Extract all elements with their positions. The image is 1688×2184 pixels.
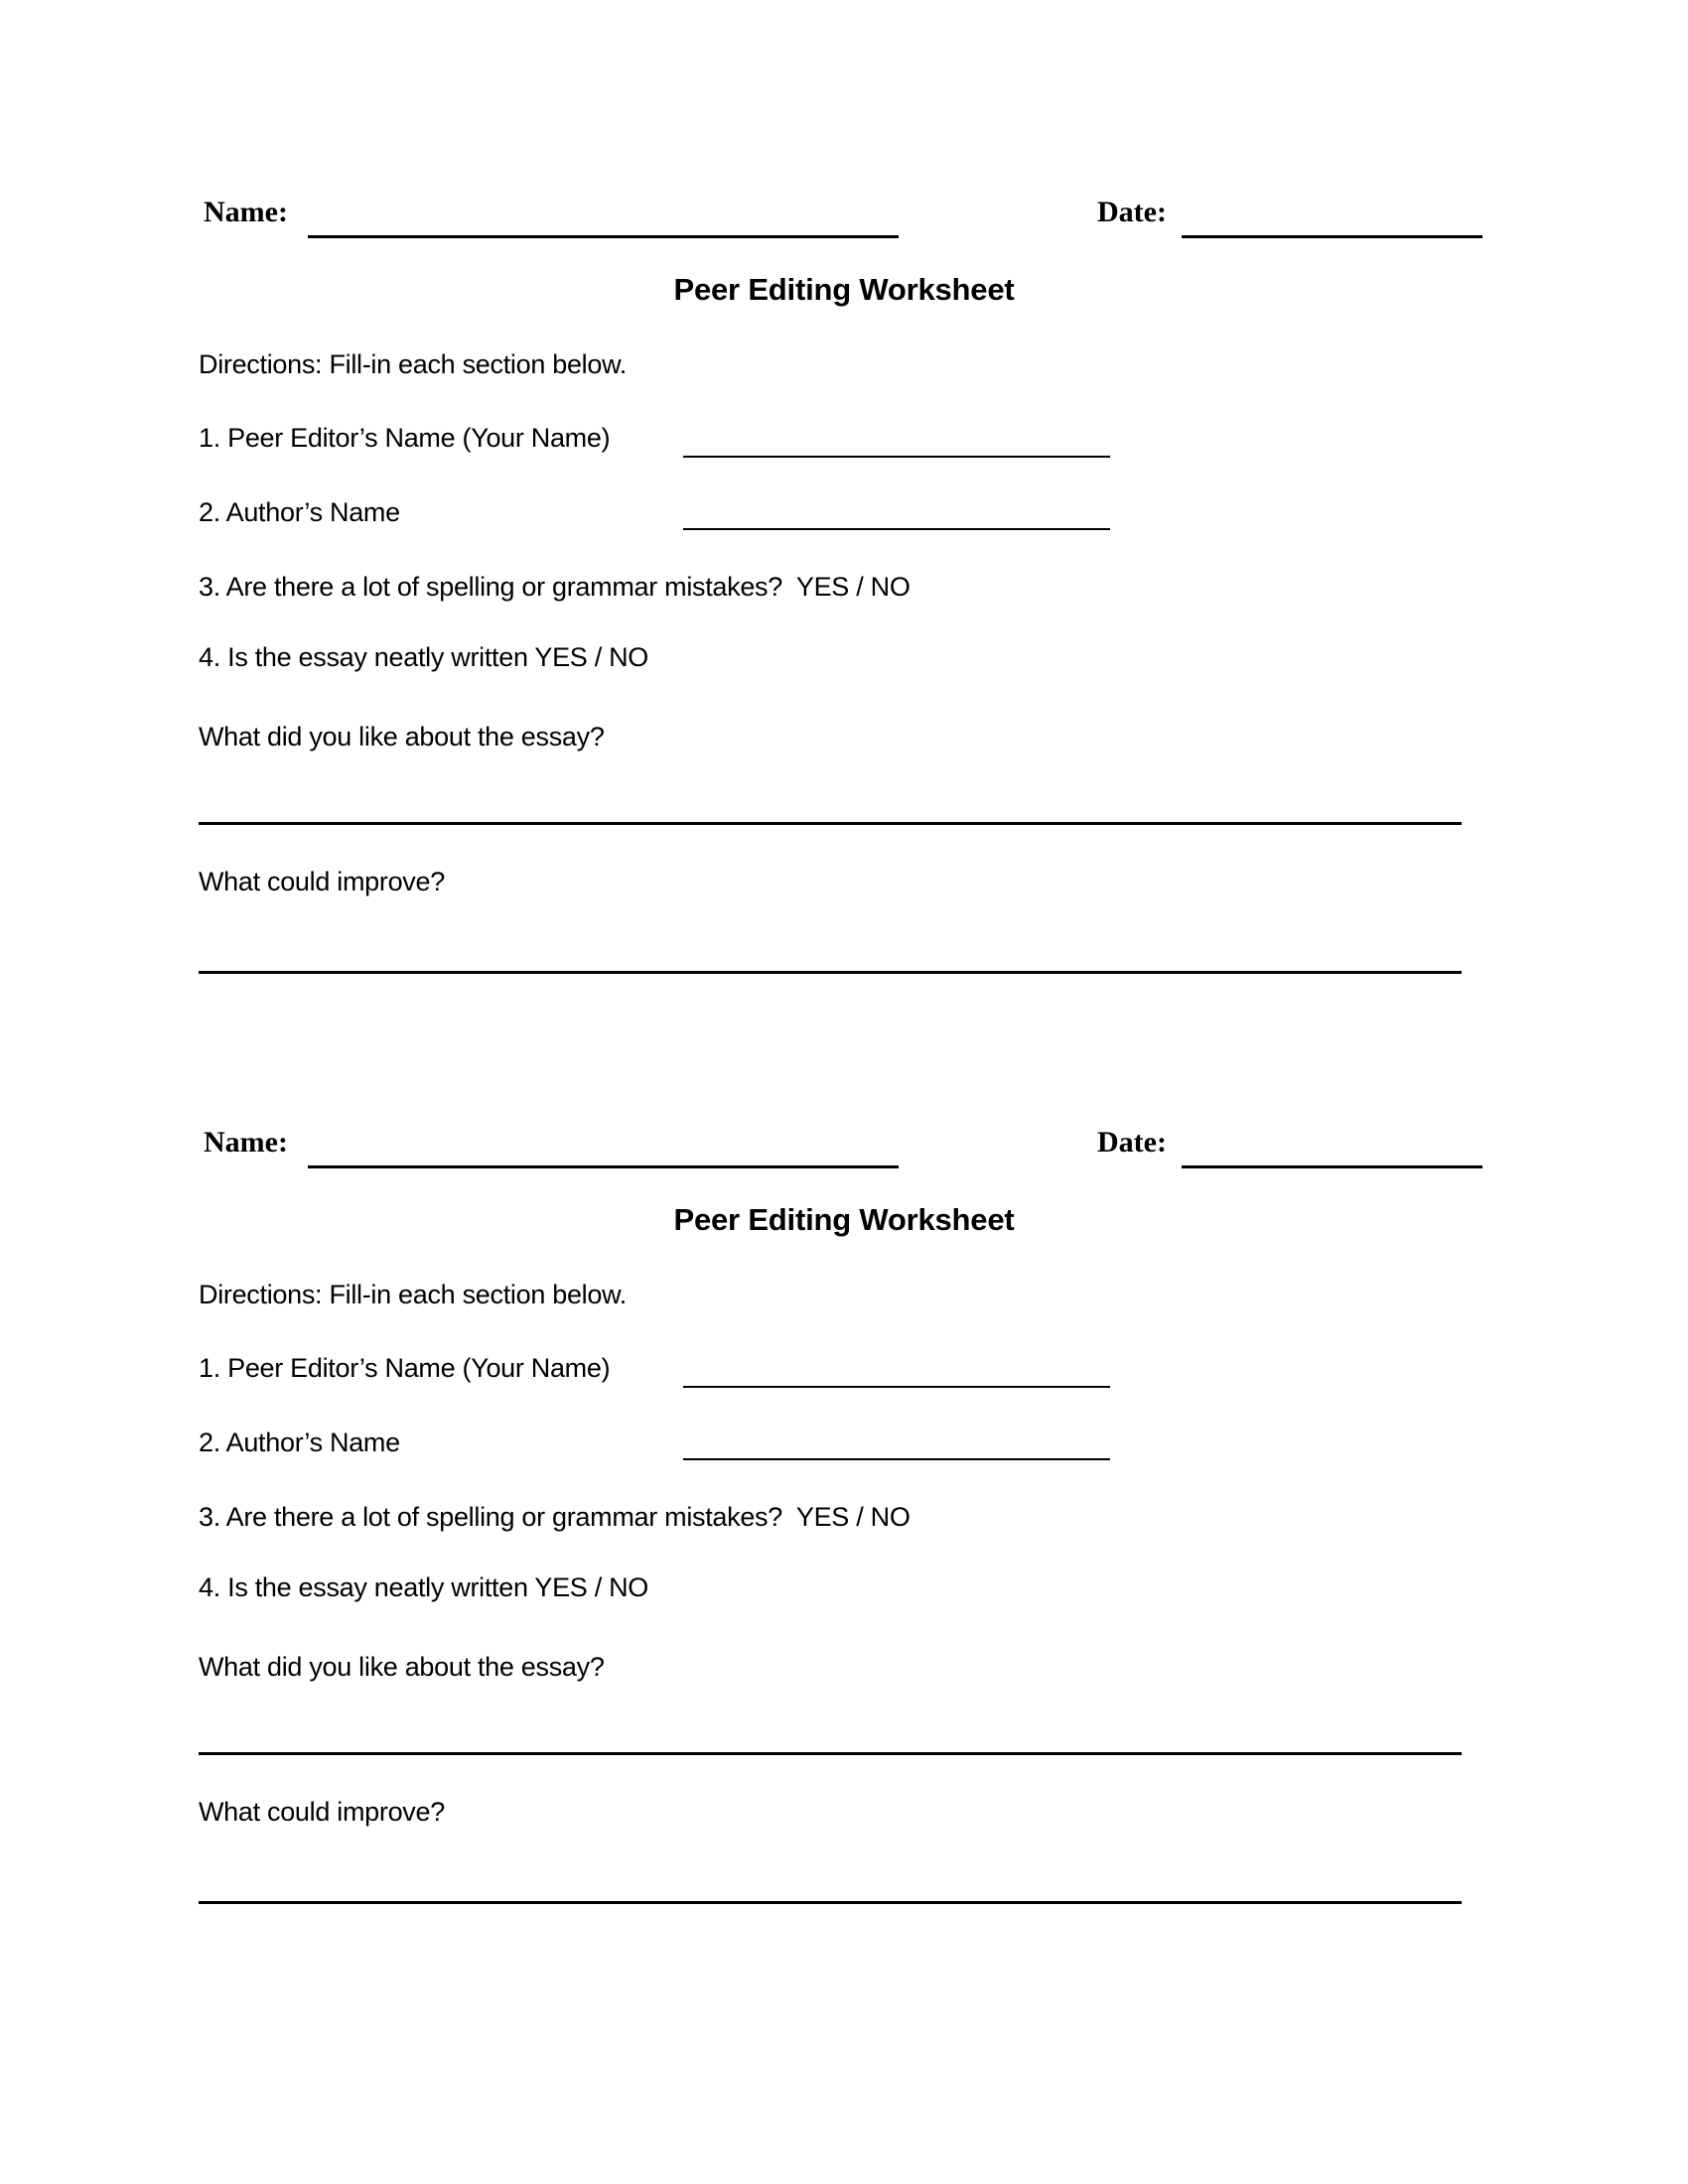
item-spelling-grammar: 3. Are there a lot of spelling or grammar mistakes? YES / NO [199, 572, 911, 602]
item-spelling-grammar: 3. Are there a lot of spelling or grammar mistakes? YES / NO [199, 1502, 911, 1532]
name-label: Name: [204, 1126, 288, 1159]
answer-line-improve [199, 1901, 1462, 1904]
date-fill-in-line [1182, 1165, 1482, 1168]
peer-editor-name-fill-in-line [683, 1386, 1110, 1388]
question-improve-text: What could improve? [199, 867, 445, 896]
date-fill-in-line [1182, 235, 1482, 238]
name-fill-in-line [308, 235, 899, 238]
directions-text: Directions: Fill-in each section below. [199, 1280, 627, 1309]
date-label: Date: [1097, 196, 1167, 228]
author-name-fill-in-line [683, 1458, 1110, 1460]
worksheet-title: Peer Editing Worksheet [673, 1202, 1015, 1237]
worksheet-section [0, 189, 1688, 993]
item-neatly-written: 4. Is the essay neatly written YES / NO [199, 1572, 649, 1602]
question-like-text: What did you like about the essay? [199, 1652, 605, 1682]
worksheet-section [0, 1119, 1688, 1923]
date-label: Date: [1097, 1126, 1167, 1159]
item-peer-editor-name: 1. Peer Editor’s Name (Your Name) [199, 1353, 611, 1383]
answer-line-improve [199, 971, 1462, 974]
answer-line-like [199, 1752, 1462, 1755]
item-neatly-written: 4. Is the essay neatly written YES / NO [199, 642, 649, 672]
question-like-text: What did you like about the essay? [199, 722, 605, 751]
name-fill-in-line [308, 1165, 899, 1168]
question-improve-text: What could improve? [199, 1797, 445, 1827]
directions-text: Directions: Fill-in each section below. [199, 349, 627, 379]
worksheet-title: Peer Editing Worksheet [673, 272, 1015, 307]
item-author-name: 2. Author’s Name [199, 497, 400, 527]
item-peer-editor-name: 1. Peer Editor’s Name (Your Name) [199, 423, 611, 453]
author-name-fill-in-line [683, 528, 1110, 530]
answer-line-like [199, 822, 1462, 825]
item-author-name: 2. Author’s Name [199, 1428, 400, 1457]
peer-editor-name-fill-in-line [683, 456, 1110, 458]
name-label: Name: [204, 196, 288, 228]
